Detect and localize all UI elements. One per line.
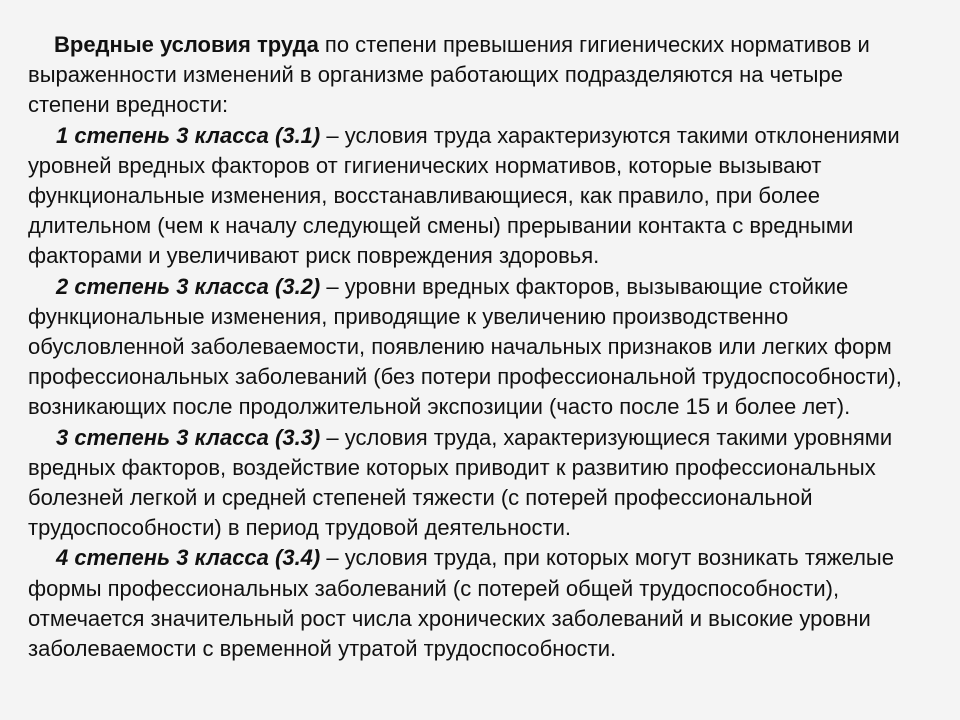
degree-text-3-1: – условия труда характеризуются такими отклонениями уровней вредных факторов от гигиенических нормативов, которые вызывают функциональные изменения, восстанавливающиеся, как правило, при более длительном (чем к началу следующей смены) прерывании контакта с вредными факторами и увеличивают риск повреждения здоровья. — [28, 122, 900, 269]
degree-paragraph-3-1 — [28, 121, 928, 272]
text-block — [28, 30, 928, 664]
degree-term-3-4: 4 степень 3 класса (3.4) — [56, 545, 321, 571]
degree-paragraph-3-2 — [28, 272, 928, 423]
degree-term-3-2: 2 степень 3 класса (3.2) — [56, 273, 321, 299]
intro-term: Вредные условия труда — [54, 32, 319, 57]
degree-text-3-4: – условия труда, при которых могут возникать тяжелые формы профессиональных заболеваний (с потерей общей трудоспособности), отмечается значительный рост числа хронических заболеваний и высокие уровни заболеваемости с временной утратой трудоспособности. — [28, 545, 894, 662]
intro-text: по степени превышения гигиенических нормативов и выраженности изменений в организме работающих подразделяются на четыре степени вредности: — [28, 32, 870, 118]
degree-paragraph-3-3 — [28, 423, 928, 544]
degree-term-3-3: 3 степень 3 класса (3.3) — [56, 424, 321, 450]
degree-paragraph-3-4 — [28, 543, 928, 664]
degree-text-3-3: – условия труда, характеризующиеся такими уровнями вредных факторов, воздействие которых приводит к развитию профессиональных болезней легкой и средней степеней тяжести (с потерей профессиональной трудоспособности) в период трудовой деятельности. — [28, 424, 893, 541]
degree-term-3-1: 1 степень 3 класса (3.1) — [56, 122, 321, 148]
degree-text-3-2: – уровни вредных факторов, вызывающие стойкие функциональные изменения, приводящие к увеличению производственно обусловленной заболеваемости, появлению начальных признаков или легких форм профессиональных заболеваний (без потери профессиональной трудоспособности), возникающих после продолжительной экспозиции (часто после 15 и более лет). — [28, 273, 902, 420]
intro-paragraph — [28, 30, 928, 121]
